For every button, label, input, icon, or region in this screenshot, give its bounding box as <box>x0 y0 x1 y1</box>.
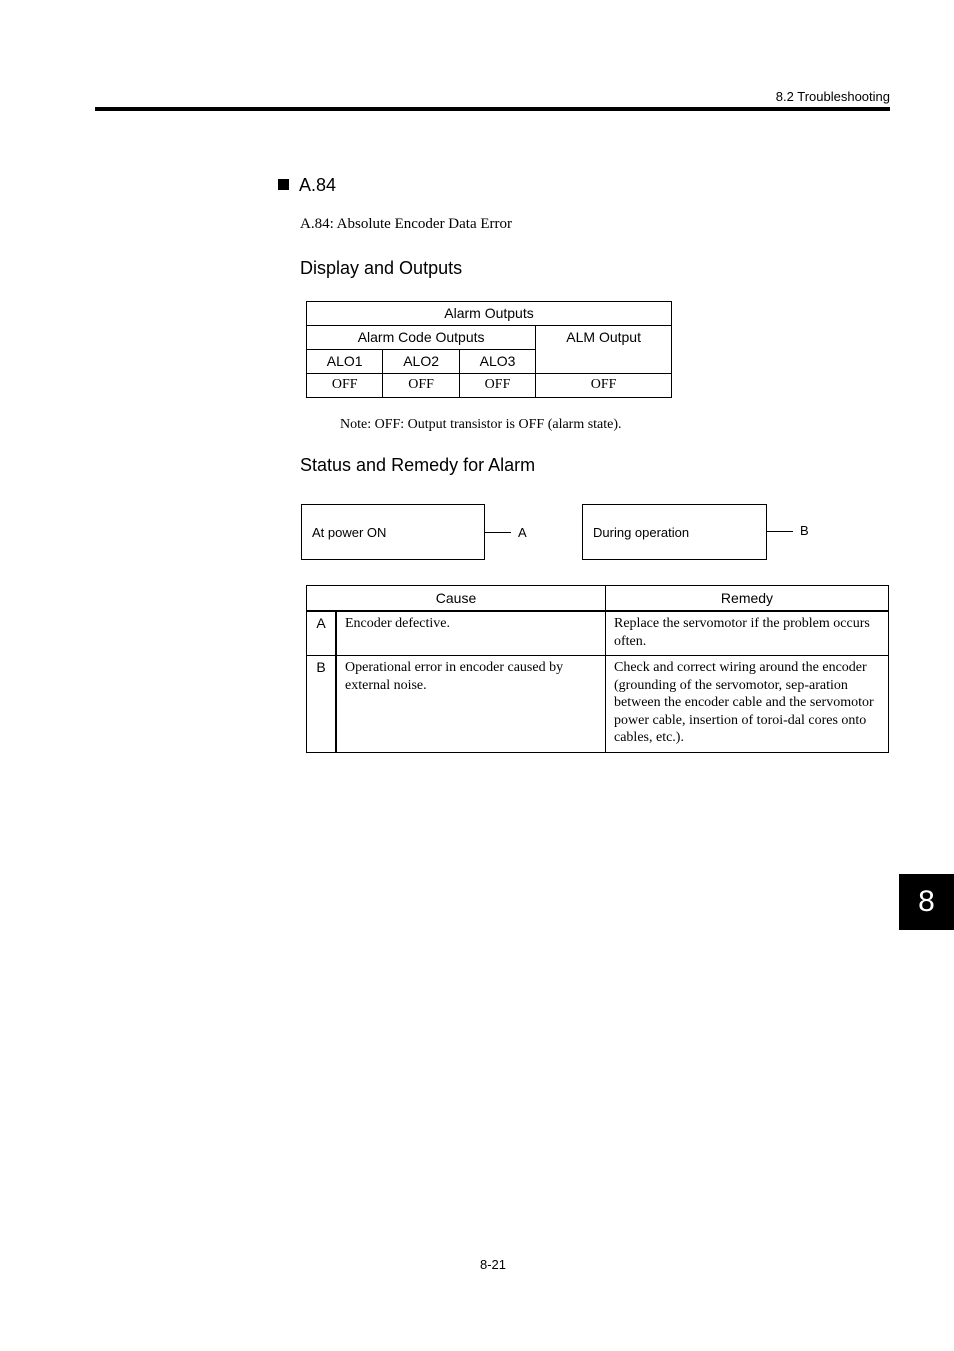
cause-remedy-table <box>306 585 889 753</box>
remedy-cell: Check and correct wiring around the encoder (grounding of the servomotor, sep-aration between the encoder cable and the servomotor power cable, insertion of toroi-dal cores onto cables, etc.). <box>606 656 889 753</box>
alarm-outputs-table <box>306 301 672 398</box>
status-box-power-on <box>301 504 485 560</box>
callout-line <box>767 531 793 532</box>
callout-label: A <box>518 525 527 540</box>
status-remedy-heading: Status and Remedy for Alarm <box>300 455 536 475</box>
value-alo3: OFF <box>459 374 535 398</box>
status-box-label: At power ON <box>312 525 387 540</box>
square-bullet-icon <box>278 179 289 190</box>
status-box-during-operation <box>582 504 767 560</box>
row-key: B <box>307 656 337 753</box>
alarm-code-outputs-header: Alarm Code Outputs <box>307 326 536 350</box>
table-row <box>307 611 889 656</box>
table-title: Alarm Outputs <box>307 302 672 326</box>
running-header: 8.2 Troubleshooting <box>775 89 890 104</box>
alm-output-header: ALM Output <box>536 326 672 374</box>
section-description: A.84: Absolute Encoder Data Error <box>300 216 513 232</box>
column-header-alo3: ALO3 <box>459 350 535 374</box>
cause-cell: Encoder defective. <box>336 611 606 656</box>
value-alm: OFF <box>536 374 672 398</box>
table-row <box>307 656 889 753</box>
page-number: 8-21 <box>480 1257 507 1272</box>
status-box-label: During operation <box>593 525 690 540</box>
value-alo1: OFF <box>307 374 383 398</box>
table-note: Note: OFF: Output transistor is OFF (alarm state). <box>340 417 622 432</box>
row-key: A <box>307 611 337 656</box>
cause-cell: Operational error in encoder caused by external noise. <box>336 656 606 753</box>
header-rule <box>95 107 890 111</box>
chapter-tab: 8 <box>899 874 954 930</box>
column-header-alo1: ALO1 <box>307 350 383 374</box>
remedy-cell: Replace the servomotor if the problem occurs often. <box>606 611 889 656</box>
callout-label: B <box>800 523 809 538</box>
value-alo2: OFF <box>383 374 459 398</box>
display-outputs-heading: Display and Outputs <box>300 258 463 278</box>
cause-header: Cause <box>307 586 606 612</box>
callout-line <box>485 532 511 533</box>
section-title: A.84 <box>299 175 337 195</box>
remedy-header: Remedy <box>606 586 889 612</box>
column-header-alo2: ALO2 <box>383 350 459 374</box>
